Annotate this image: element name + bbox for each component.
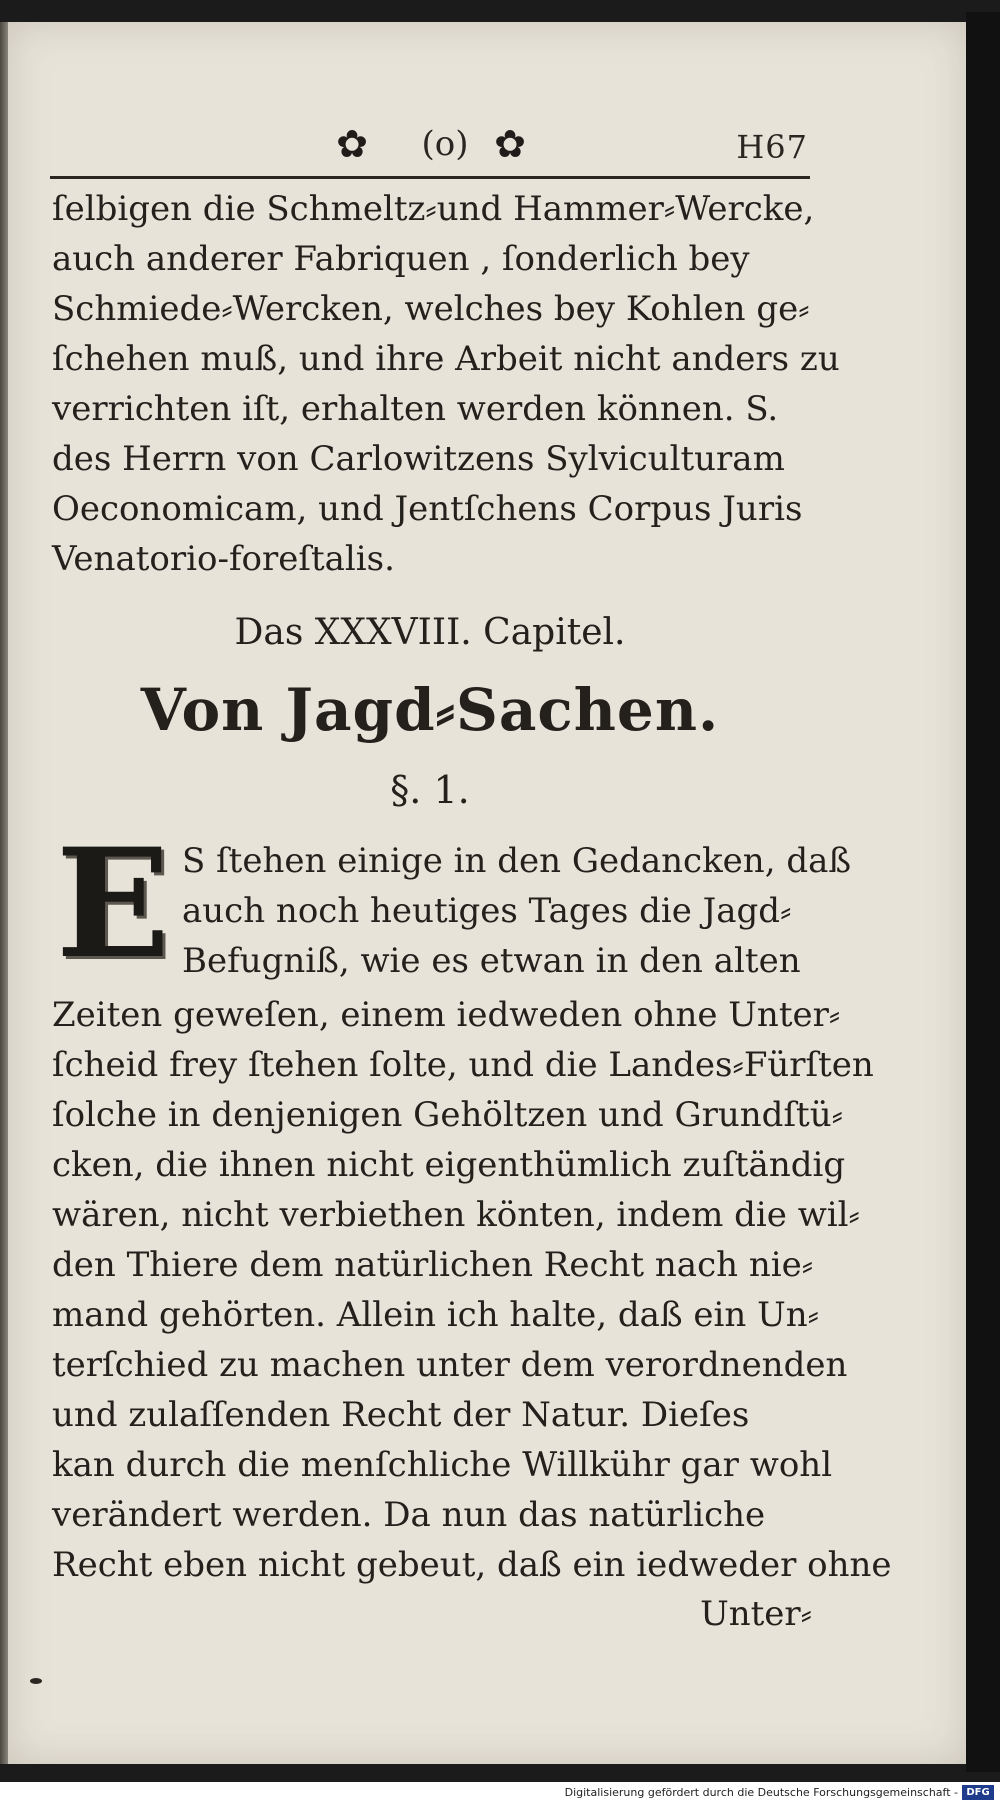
text-line: ſelbigen die Schmeltz⸗und Hammer⸗Wercke, — [52, 189, 815, 229]
text-line: verrichten iſt, erhalten werden können. S. — [52, 389, 779, 429]
text-line: Recht eben nicht gebeut, daß ein iedweder ohne — [52, 1545, 892, 1585]
scan-background-edge — [966, 12, 1000, 1772]
chapter-heading: Das XXXVIII. Capitel. — [234, 612, 626, 653]
page-number: H67 — [736, 128, 808, 166]
text-line: auch noch heutiges Tages die Jagd⸗ — [182, 891, 792, 931]
text-line: den Thiere dem natürlichen Recht nach nie⸗ — [52, 1245, 814, 1285]
digitization-credit: Digitalisierung gefördert durch die Deutsche Forschungsgemeinschaft - — [564, 1786, 958, 1799]
text-line: Befugniß, wie es etwan in den alten — [182, 941, 801, 981]
catchword: Unter⸗ — [700, 1594, 812, 1634]
text-line: kan durch die menſchliche Willkühr gar wohl — [52, 1445, 833, 1485]
text-line: ſchehen muß, und ihre Arbeit nicht anders zu — [52, 339, 840, 379]
text-line: mand gehörten. Allein ich halte, daß ein Un⸗ — [52, 1295, 819, 1335]
ink-spot — [30, 1678, 42, 1684]
text-line: wären, nicht verbiethen könten, indem die wil⸗ — [52, 1195, 860, 1235]
text-line: Oeconomicam, und Jentſchens Corpus Juris — [52, 489, 803, 529]
florette-ornament-icon: ✿ — [336, 122, 368, 166]
text-line: terſchied zu machen unter dem verordnenden — [52, 1345, 848, 1385]
text-line: Venatorio-foreſtalis. — [52, 539, 395, 579]
running-header — [50, 118, 810, 179]
text-line: verändert werden. Da nun das natürliche — [52, 1495, 766, 1535]
text-line: Schmiede⸗Wercken, welches bey Kohlen ge⸗ — [52, 289, 810, 329]
text-line: Zeiten geweſen, einem iedweden ohne Unter⸗ — [52, 995, 841, 1035]
text-line: des Herrn von Carlowitzens Sylviculturam — [52, 439, 785, 479]
text-line: und zulaſſenden Recht der Natur. Dieſes — [52, 1395, 750, 1435]
text-line: S ſtehen einige in den Gedancken, daß — [182, 841, 852, 881]
page-mark: (o) — [421, 124, 469, 164]
chapter-title: Von Jagd⸗Sachen. — [140, 676, 720, 744]
section-mark: §. 1. — [390, 768, 470, 812]
dfg-logo: DFG — [962, 1785, 994, 1800]
text-line: auch anderer Fabriquen , ſonderlich bey — [52, 239, 750, 279]
decorated-initial: E — [55, 816, 171, 992]
text-line: cken, die ihnen nicht eigenthümlich zuſtändig — [52, 1145, 846, 1185]
text-line: ſolche in denjenigen Gehöltzen und Grundſtü⸗ — [52, 1095, 843, 1135]
florette-ornament-icon: ✿ — [494, 122, 526, 166]
book-binding-edge — [0, 22, 8, 1764]
text-line: ſcheid frey ſtehen ſolte, und die Landes⸗Fürſten — [52, 1045, 874, 1085]
